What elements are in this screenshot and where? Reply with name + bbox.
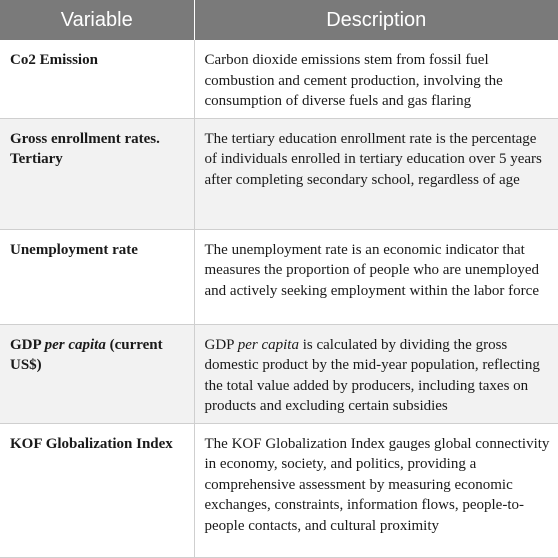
variable-text: GDP: [10, 336, 45, 353]
table-row: [0, 324, 558, 423]
variable-cell: Co2 Emission: [0, 40, 194, 118]
table-row: [0, 229, 558, 324]
header-description: Description: [194, 0, 558, 40]
table-row: [0, 423, 558, 557]
description-cell: [194, 324, 558, 423]
description-text: GDP: [204, 336, 238, 353]
table-header: [0, 0, 558, 40]
header-variable: Variable: [0, 0, 194, 40]
table-row: [0, 118, 558, 229]
variable-cell: Unemployment rate: [0, 229, 194, 324]
variable-emphasis: per capita: [44, 336, 106, 353]
description-text: is calculated by dividing the gross domestic product by the mid-year population, reflecting the total value added by producers, including taxes on products and excluding certain subsidies: [204, 336, 540, 414]
variable-cell: Gross enrollment rates. Tertiary: [0, 118, 194, 229]
description-cell: Carbon dioxide emissions stem from fossil fuel combustion and cement production, involving the consumption of diverse fuels and gas flaring: [194, 40, 558, 118]
variable-text: (current US$): [10, 336, 163, 373]
table-row: [0, 40, 558, 118]
variable-cell: [0, 324, 194, 423]
variable-cell: KOF Globalization Index: [0, 423, 194, 557]
table-body: [0, 40, 558, 557]
description-cell: The unemployment rate is an economic indicator that measures the proportion of people who are unemployed and actively seeking employment within the labor force: [194, 229, 558, 324]
description-emphasis: per capita: [237, 336, 299, 353]
header-row: [0, 0, 558, 40]
description-cell: The tertiary education enrollment rate is the percentage of individuals enrolled in tertiary education over 5 years after completing secondary school, regardless of age: [194, 118, 558, 229]
description-cell: The KOF Globalization Index gauges global connectivity in economy, society, and politics, providing a comprehensive assessment by measuring economic exchanges, constraints, information flows, people-to-people contacts, and cultural proximity: [194, 423, 558, 557]
